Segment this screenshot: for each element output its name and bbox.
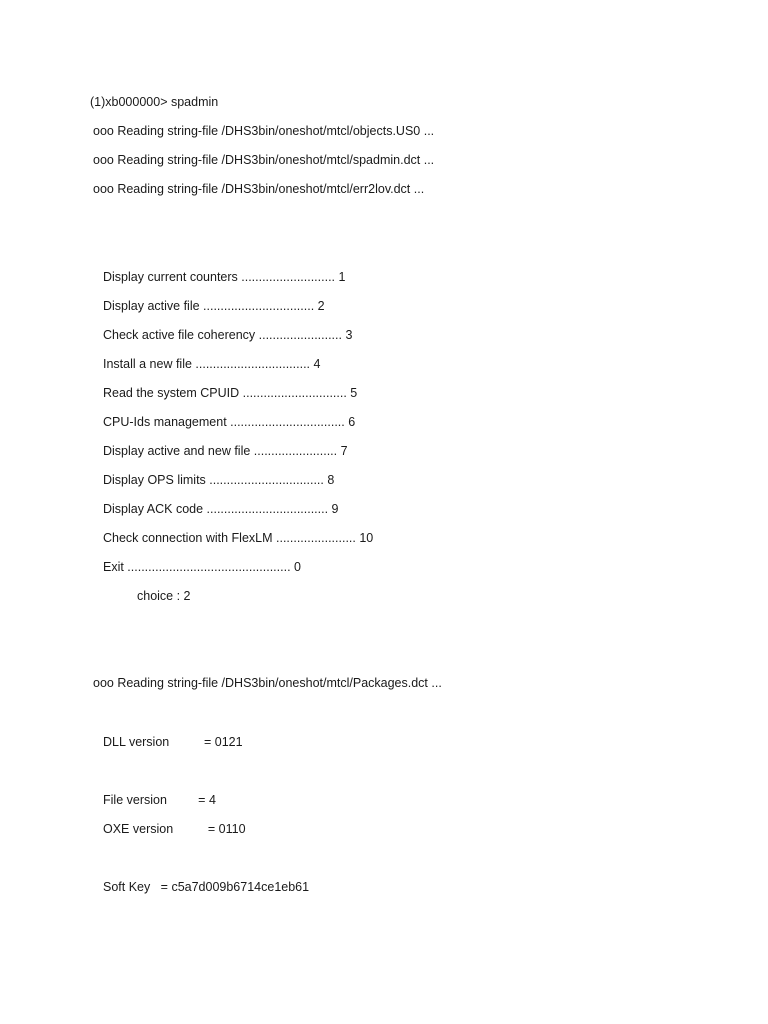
menu-item-10: Check connection with FlexLM ....................... 10	[103, 531, 374, 545]
menu-item-9: Display ACK code ................................... 9	[103, 502, 339, 516]
oxe-version-line: OXE version = 0110	[103, 822, 246, 836]
menu-item-5: Read the system CPUID .............................. 5	[103, 386, 358, 400]
soft-key-line: Soft Key = c5a7d009b6714ce1eb61	[103, 880, 310, 894]
menu-item-3: Check active file coherency ........................ 3	[103, 328, 353, 342]
reading-line-err2lov: ooo Reading string-file /DHS3bin/oneshot/mtcl/err2lov.dct ...	[93, 182, 425, 196]
reading-line-packages: ooo Reading string-file /DHS3bin/oneshot/mtcl/Packages.dct ...	[93, 676, 442, 690]
file-version-line: File version = 4	[103, 793, 216, 807]
reading-line-objects: ooo Reading string-file /DHS3bin/oneshot/mtcl/objects.US0 ...	[93, 124, 435, 138]
menu-item-7: Display active and new file ........................ 7	[103, 444, 348, 458]
menu-item-4: Install a new file ................................. 4	[103, 357, 321, 371]
command-prompt-line: (1)xb000000> spadmin	[90, 95, 219, 109]
dll-version-line: DLL version = 0121	[103, 735, 243, 749]
menu-item-2: Display active file ................................ 2	[103, 299, 325, 313]
menu-item-exit: Exit ............................................... 0	[103, 560, 301, 574]
reading-line-spadmin: ooo Reading string-file /DHS3bin/oneshot/mtcl/spadmin.dct ...	[93, 153, 435, 167]
choice-line: choice : 2	[137, 589, 191, 603]
menu-item-1: Display current counters ........................... 1	[103, 270, 346, 284]
menu-item-8: Display OPS limits ................................. 8	[103, 473, 335, 487]
menu-item-6: CPU-Ids management ................................. 6	[103, 415, 356, 429]
